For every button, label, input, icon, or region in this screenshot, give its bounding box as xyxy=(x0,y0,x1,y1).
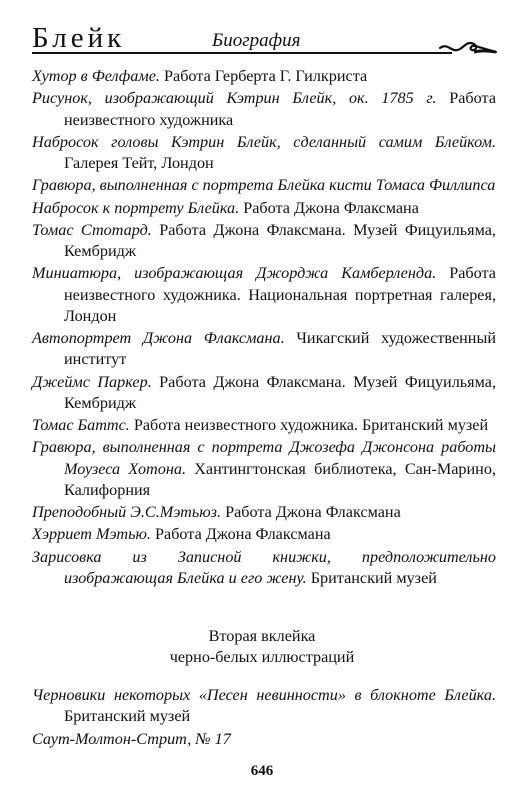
entry-title: Гравюра, выполненная с портрета Джозефа Джонсона работы Моузеса Хотона. xyxy=(32,438,496,478)
entry-details: Работа неизвестного художника. Британский музей xyxy=(129,416,489,435)
entry-title: Рисунок, изображающий Кэтрин Блейк, ок. 1785 г. xyxy=(32,89,437,108)
page-number: 646 xyxy=(250,763,274,779)
entry-title: Джеймс Паркер. xyxy=(32,372,152,391)
list-item xyxy=(32,502,496,523)
list-item xyxy=(32,437,496,501)
list-item xyxy=(32,372,496,414)
entry-details: Работа Джона Флаксмана xyxy=(221,503,401,522)
list-item xyxy=(32,729,496,750)
section-heading xyxy=(0,626,524,668)
list-item xyxy=(32,220,496,262)
running-header-section: Биография xyxy=(212,30,301,51)
entry-details: Галерея Тейт, Лондон xyxy=(64,154,214,172)
entry-title: Набросок головы Кэтрин Блейк, сделанный самим Блейком. xyxy=(32,132,496,151)
entry-details: Работа Джона Флаксмана xyxy=(239,198,419,217)
entry-title: Саут-Молтон-Стрит, № 17 xyxy=(32,729,231,748)
list-item xyxy=(32,328,496,370)
entry-details: Чикагский художественный институт xyxy=(64,329,496,369)
entry-details: Работа неизвестного художника xyxy=(64,89,497,129)
list-item xyxy=(32,524,496,545)
entry-title: Набросок к портрету Блейка. xyxy=(32,198,240,217)
entry-details: Работа Джона Флаксмана xyxy=(150,525,331,544)
running-header xyxy=(32,18,494,58)
list-item xyxy=(32,88,496,130)
entry-title: Автопортрет Джона Флаксмана. xyxy=(32,329,285,348)
entry-title: Миниатюра, изображающая Джорджа Камберленда. xyxy=(32,264,437,283)
entry-details: Работа неизвестного художника. Национальная портретная галерея, Лондон xyxy=(64,264,496,325)
list-item xyxy=(32,132,496,174)
entry-title: Томас Стотард. xyxy=(32,220,152,239)
list-item xyxy=(32,66,496,87)
entry-title: Гравюра, выполненная с портрета Блейка кисти Томаса Филлипса xyxy=(32,176,496,195)
entry-details: Работа Джона Флаксмана. Музей Фицуильяма, Кембридж xyxy=(64,372,496,412)
entry-details: Хантингтонская библиотека, Сан-Марино, Калифорния xyxy=(64,459,496,499)
illustration-list-2 xyxy=(32,685,496,751)
list-item xyxy=(32,263,496,327)
entry-title: Черновики некоторых «Песен невинности» в блокноте Блейка. xyxy=(32,686,496,704)
entry-title: Зарисовка из Записной книжки, предположительно изображающая Блейка и его жену. xyxy=(32,547,496,587)
list-item xyxy=(32,415,496,436)
list-item xyxy=(32,175,496,196)
entry-details: Работа Джона Флаксмана. Музей Фицуильяма, Кембридж xyxy=(64,220,496,261)
illustration-list xyxy=(32,66,496,590)
entry-details: Работа Герберта Г. Гилкриста xyxy=(159,67,368,85)
list-item xyxy=(32,547,496,589)
section-heading-line-2: черно-белых иллюстраций xyxy=(169,648,355,666)
entry-title: Преподобный Э.С.Мэтьюз. xyxy=(32,503,222,522)
entry-details: Британский музей xyxy=(64,707,191,726)
entry-details: Британский музей xyxy=(306,568,437,587)
list-item xyxy=(32,685,496,727)
list-item xyxy=(32,198,496,219)
running-header-author: Блейк xyxy=(32,22,126,54)
entry-title: Хутор в Фелфаме. xyxy=(32,67,160,85)
section-heading-line-1: Вторая вклейка xyxy=(208,627,316,645)
entry-title: Хэрриет Мэтью. xyxy=(32,525,151,544)
entry-title: Томас Баттс. xyxy=(32,416,130,435)
header-rule xyxy=(32,52,452,54)
